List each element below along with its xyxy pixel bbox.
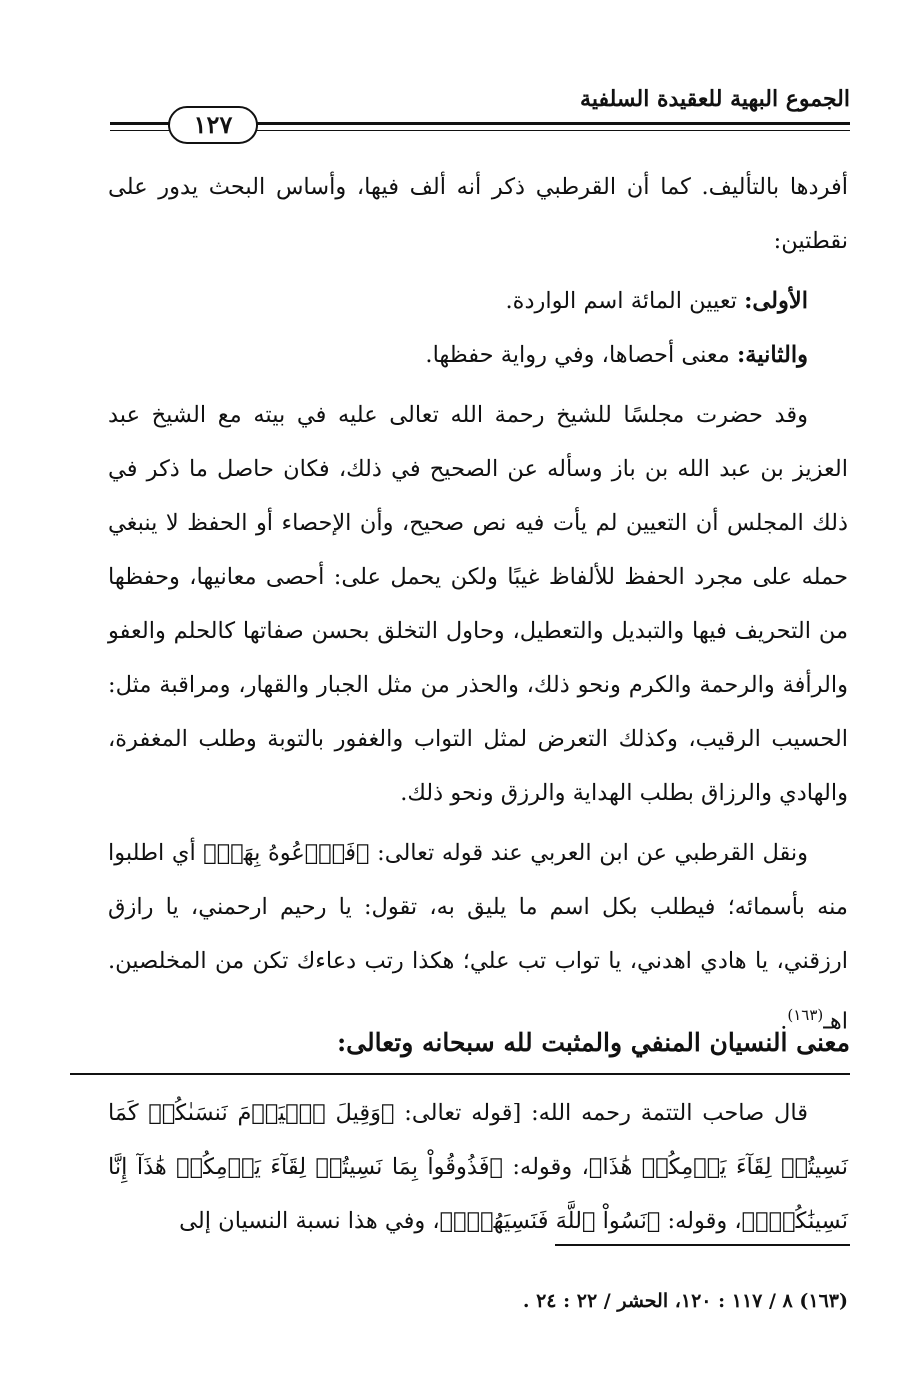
section-heading: معنى النسيان المنفي والمثبت لله سبحانه وتعالى: bbox=[336, 1028, 850, 1057]
paragraph-4: قال صاحب التتمة رحمه الله: [قوله تعالى: ﴿وَقِيلَ ٱلۡيَوۡمَ نَنسَىٰكُمۡ كَمَا نَسِيتُمۡ لِقَآءَ يَوۡمِكُمۡ هَٰذَا﴾، وقوله: ﴿فَذُوقُواْ بِمَا نَسِيتُمۡ لِقَآءَ يَوۡمِكُمۡ هَٰذَآ إِنَّا نَسِينَٰكُمۡۖ﴾، وقوله: ﴿نَسُواْ ٱللَّهَ فَنَسِيَهُمۡۚ﴾، وفي هذا نسبة النسيان إلى bbox=[108, 1100, 848, 1234]
paragraph-3 bbox=[108, 826, 848, 1049]
heading-rule bbox=[70, 1073, 850, 1075]
page-number: ١٢٧ bbox=[168, 106, 258, 144]
footnote-ref: (١٦٣) bbox=[787, 1006, 824, 1024]
paragraph-3-end: . bbox=[780, 1008, 788, 1035]
running-title: الجموع البهية للعقيدة السلفية bbox=[580, 86, 850, 112]
paragraph-3-text: ونقل القرطبي عن ابن العربي عند قوله تعالى: ﴿فَٱدۡعُوهُ بِهَاۖ﴾ أي اطلبوا منه بأسمائه؛ فيطلب بكل اسم ما يليق به، تقول: يا رحيم ارحمني، يا رازق ارزقني، يا هادي اهدني، يا تواب تب علي؛ هكذا رتب دعاءك تكن من المخلصين. اهـ bbox=[108, 840, 848, 1035]
paragraph-1: أفردها بالتأليف. كما أن القرطبي ذكر أنه ألف فيها، وأساس البحث يدور على نقطتين: bbox=[108, 174, 848, 254]
point-1-label: الأولى: bbox=[744, 288, 808, 314]
footnote: (١٦٣) ٨ / ١١٧ : ١٢٠، الحشر / ٢٢ : ٢٤ . bbox=[522, 1290, 848, 1312]
point-2-label: والثانية: bbox=[736, 342, 808, 368]
footnote-rule bbox=[555, 1244, 850, 1246]
point-2 bbox=[108, 328, 848, 382]
point-1-text: تعيين المائة اسم الواردة. bbox=[505, 288, 745, 314]
paragraph-2: وقد حضرت مجلسًا للشيخ رحمة الله تعالى عليه في بيته مع الشيخ عبد العزيز بن عبد الله بن باز وسأله عن الصحيح في ذلك، فكان حاصل ما ذكر في ذلك المجلس أن التعيين لم يأت فيه نص صحيح، وأن الإحصاء أو الحفظ لا ينبغي حمله على مجرد الحفظ للألفاظ غيبًا ولكن يحمل على: أحصى معانيها، وحفظها من التحريف فيها والتبديل والتعطيل، وحاول التخلق بحسن صفاتها كالحلم والعفو والرأفة والرحمة والكرم ونحو ذلك، والحذر من مثل الجبار والقهار، ومراقبة مثل: الحسيب الرقيب، وكذلك التعرض لمثل التواب والغفور بالتوبة وطلب المغفرة، والهادي والرزاق بطلب الهداية والرزق ونحو ذلك. bbox=[108, 402, 848, 806]
point-2-text: معنى أحصاها، وفي رواية حفظها. bbox=[425, 342, 737, 368]
section-text bbox=[108, 1086, 848, 1248]
main-text bbox=[108, 160, 848, 1049]
point-1 bbox=[108, 274, 848, 328]
